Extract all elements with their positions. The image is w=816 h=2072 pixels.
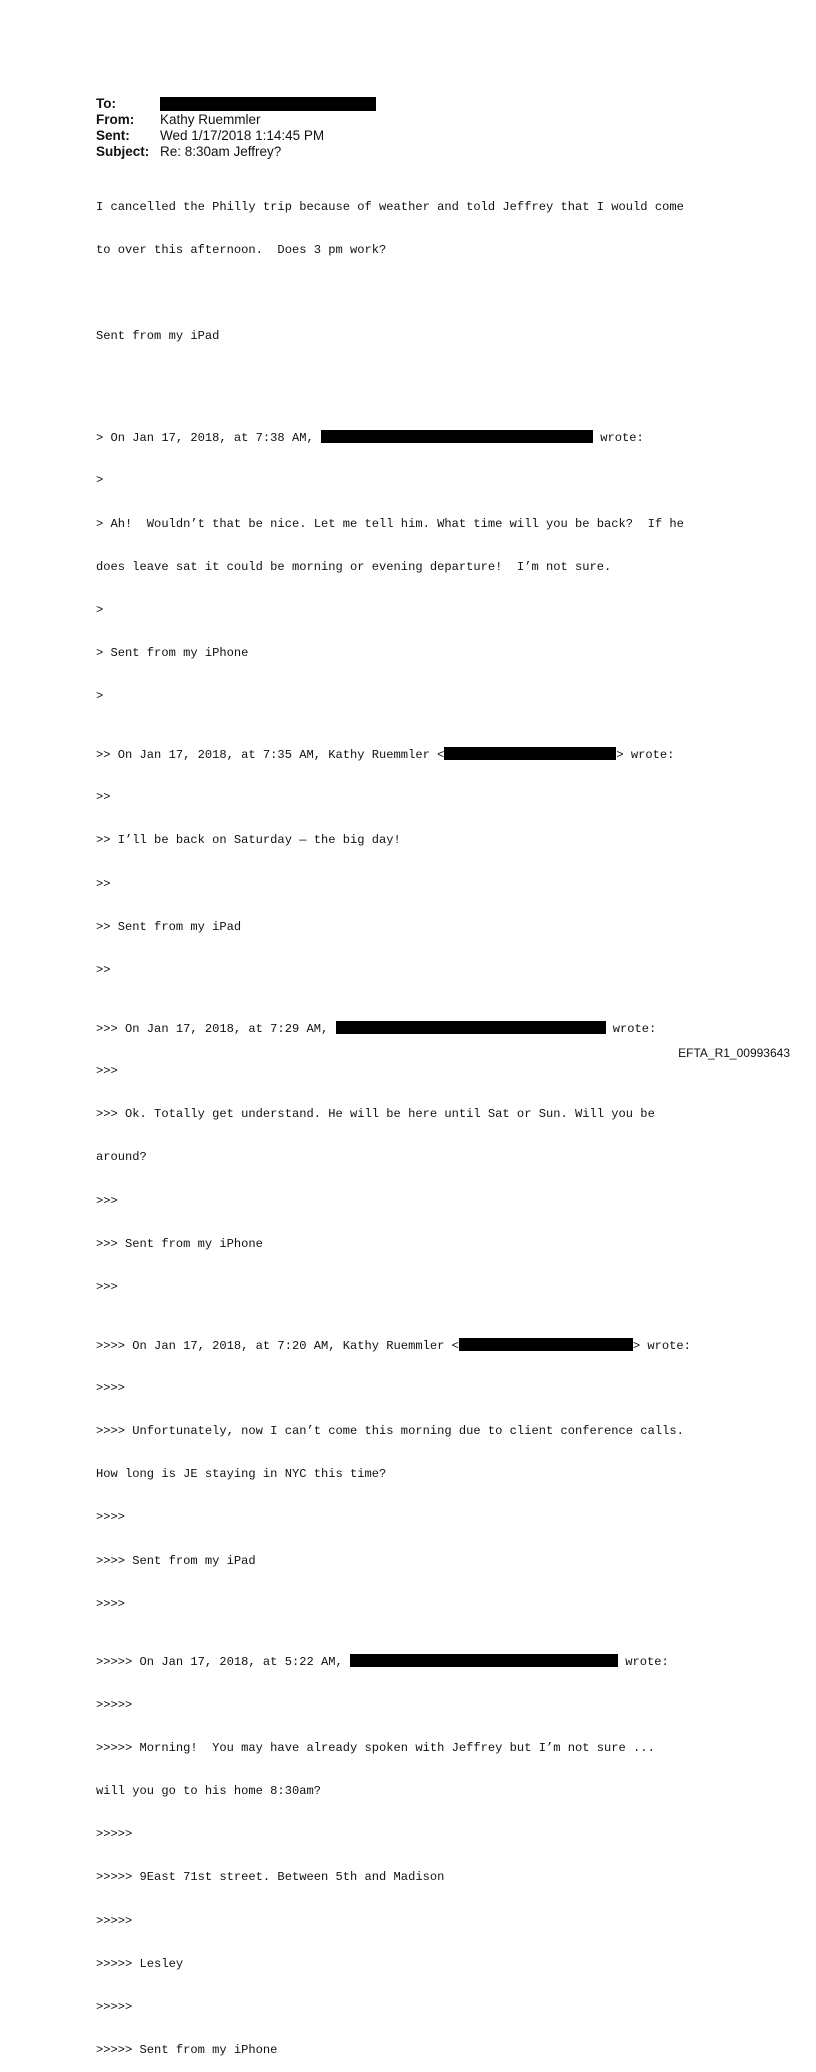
email-body <box>96 171 691 2072</box>
quote-header-text: >>>> On Jan 17, 2018, at 7:20 AM, Kathy Ruemmler < <box>96 1338 459 1353</box>
body-line: to over this afternoon. Does 3 pm work? <box>96 243 387 258</box>
body-line: > <box>96 473 104 488</box>
quote-header-line <box>96 747 691 761</box>
subject-row <box>96 144 376 160</box>
body-line: Sent from my iPad <box>96 329 220 344</box>
body-line: >>>>> <box>96 1913 133 1928</box>
from-row <box>96 112 376 128</box>
sent-value: Wed 1/17/2018 1:14:45 PM <box>160 128 325 143</box>
body-line: How long is JE staying in NYC this time? <box>96 1467 387 1482</box>
redacted-email <box>444 747 616 760</box>
quote-header-text: >> On Jan 17, 2018, at 7:35 AM, Kathy Ruemmler < <box>96 748 445 763</box>
body-line: >>>>> <box>96 1697 133 1712</box>
body-line: >> <box>96 963 111 978</box>
body-line: >>>> <box>96 1596 126 1611</box>
body-line: >>>> <box>96 1510 126 1525</box>
sent-label: Sent: <box>96 128 130 143</box>
blank-line <box>96 373 691 387</box>
body-line: >>> Ok. Totally get understand. He will be here until Sat or Sun. Will you be <box>96 1107 655 1122</box>
body-line: >>> <box>96 1279 118 1294</box>
redacted-sender <box>350 1654 618 1667</box>
redacted-sender <box>336 1021 606 1034</box>
body-line: >>>>> Lesley <box>96 1956 184 1971</box>
quote-header-text: > On Jan 17, 2018, at 7:38 AM, <box>96 431 321 446</box>
from-label: From: <box>96 112 135 127</box>
document-id: EFTA_R1_00993643 <box>678 1046 790 1060</box>
body-line: >>> <box>96 1063 118 1078</box>
quote-header-line <box>96 1021 691 1035</box>
body-line: >>>>> 9East 71st street. Between 5th and Madison <box>96 1870 445 1885</box>
quote-header-line <box>96 1654 691 1668</box>
redacted-email <box>459 1338 633 1351</box>
email-header <box>96 96 376 160</box>
blank-line <box>96 286 691 300</box>
body-line: >>>>> <box>96 1827 133 1842</box>
quote-header-wrote: wrote: <box>618 1655 669 1670</box>
body-line: >> I’ll be back on Saturday — the big day! <box>96 833 401 848</box>
redacted-recipient <box>160 97 376 111</box>
redacted-sender <box>321 430 593 443</box>
to-row <box>96 96 376 112</box>
quote-header-text: >>>>> On Jan 17, 2018, at 5:22 AM, <box>96 1655 351 1670</box>
body-line: >>>> Sent from my iPad <box>96 1553 256 1568</box>
body-line: > <box>96 603 104 618</box>
quote-header-wrote: > wrote: <box>616 748 675 763</box>
body-line: >> Sent from my iPad <box>96 919 242 934</box>
to-label: To: <box>96 96 116 111</box>
body-line: I cancelled the Philly trip because of weather and told Jeffrey that I would come <box>96 199 684 214</box>
body-line: >>>>> Sent from my iPhone <box>96 2043 278 2058</box>
subject-value: Re: 8:30am Jeffrey? <box>160 144 282 159</box>
body-line: >>>>> <box>96 1999 133 2014</box>
quote-header-line <box>96 1338 691 1352</box>
subject-label: Subject: <box>96 144 150 159</box>
sent-row <box>96 128 376 144</box>
body-line: >>> <box>96 1193 118 1208</box>
body-line: does leave sat it could be morning or evening departure! I’m not sure. <box>96 559 612 574</box>
body-line: will you go to his home 8:30am? <box>96 1783 321 1798</box>
body-line: >> <box>96 790 111 805</box>
body-line: >> <box>96 876 111 891</box>
body-line: > <box>96 689 104 704</box>
quote-header-text: >>> On Jan 17, 2018, at 7:29 AM, <box>96 1021 336 1036</box>
body-line: >>> Sent from my iPhone <box>96 1236 263 1251</box>
body-line: > Ah! Wouldn’t that be nice. Let me tell him. What time will you be back? If he <box>96 516 684 531</box>
quote-header-wrote: > wrote: <box>632 1338 691 1353</box>
body-line: > Sent from my iPhone <box>96 646 249 661</box>
quote-header-wrote: wrote: <box>592 431 644 446</box>
body-line: around? <box>96 1150 147 1165</box>
body-line: >>>> Unfortunately, now I can’t come this morning due to client conference calls. <box>96 1423 684 1438</box>
quote-header-wrote: wrote: <box>605 1021 657 1036</box>
body-line: >>>> <box>96 1380 126 1395</box>
from-value: Kathy Ruemmler <box>160 112 261 127</box>
quote-header-line <box>96 430 691 444</box>
body-line: >>>>> Morning! You may have already spoken with Jeffrey but I’m not sure ... <box>96 1740 655 1755</box>
